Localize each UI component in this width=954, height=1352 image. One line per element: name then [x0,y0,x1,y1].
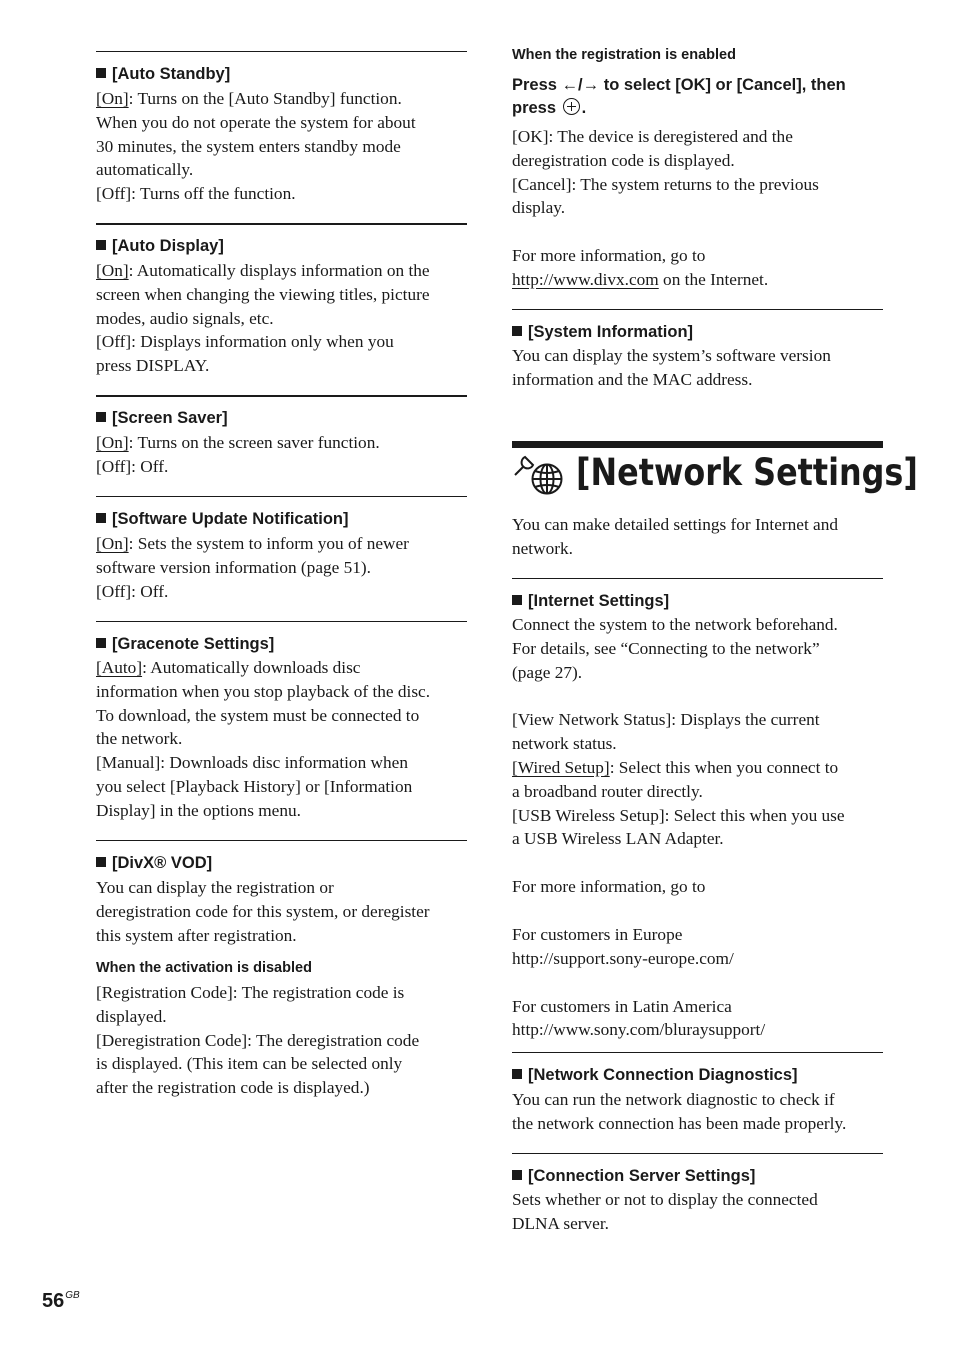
section-heading-auto-standby: [Auto Standby] [96,63,467,85]
square-bullet-icon [512,595,522,605]
section-divider [96,395,467,397]
section-heading-system-information: [System Information] [512,321,883,343]
section-heading-software-update: [Software Update Notification] [96,508,467,530]
section-divider [512,309,883,310]
default-option: [Wired Setup] [512,757,610,777]
europe-support-url[interactable]: http://support.sony-europe.com/ [512,948,734,968]
default-option: [On] [96,89,129,108]
registration-body: [OK]: The device is deregistered and the deregistration code is displayed. [Cancel]: The system returns to the previous display. For more information, go to http://www.divx.com on the Internet. [512,127,819,289]
section-divider [512,1052,883,1053]
chapter-intro: You can make detailed settings for Internet and network. [512,515,839,558]
section-divider [96,51,467,52]
auto-standby-body: [On]: Turns on the [Auto Standby] function. When you do not operate the system for about 30 minutes, the system enters standby mode automatically. [Off]: Turns off the function. [96,89,416,204]
registration-instruction: Press ←/→ to select [OK] or [Cancel], then press . [512,76,846,117]
software-update-body: [On]: Sets the system to inform you of newer software version information (page 51). [Off]: Off. [96,534,409,601]
section-heading-internet-settings: [Internet Settings] [512,590,883,612]
system-information-body: You can display the system’s software version information and the MAC address. [512,346,831,389]
chapter-bar [512,441,883,448]
latam-support-url[interactable]: http://www.sony.com/bluraysupport/ [512,1020,766,1040]
activation-body: [Registration Code]: The registration code is displayed. [Deregistration Code]: The deregistration code is displayed. (This item can be selected only after the registration code is displayed.) [96,983,420,1098]
section-heading-network-diagnostics: [Network Connection Diagnostics] [512,1064,883,1086]
network-diagnostics-body: You can run the network diagnostic to check if the network connection has been made properly. [512,1090,847,1133]
default-option: [On] [96,534,129,553]
section-heading-auto-display: [Auto Display] [96,235,467,257]
page-number: $56^{GB}$ [42,1290,80,1312]
network-settings-icon [512,452,568,496]
square-bullet-icon [512,326,522,336]
connection-server-body: Sets whether or not to display the connected DLNA server. [512,1190,818,1233]
section-heading-divx-vod: [DivX® VOD] [96,852,467,874]
default-option: [On] [96,261,129,280]
section-divider [96,223,467,225]
divx-link[interactable]: http://www.divx.com [512,269,659,289]
square-bullet-icon [96,68,106,78]
enter-button-icon [563,98,580,115]
gracenote-body: [Auto]: Automatically downloads disc information when you stop playback of the disc. To download, the system must be connected to the network. [Manual]: Downloads disc information when you select [Playback History] or [Information Display] in the options menu. [96,658,431,820]
square-bullet-icon [96,857,106,867]
default-option: [Auto] [96,658,143,677]
activation-subheading: When the activation is disabled [96,960,312,976]
square-bullet-icon [96,513,106,523]
section-divider [512,1153,883,1154]
square-bullet-icon [96,412,106,422]
section-divider [96,840,467,841]
square-bullet-icon [512,1170,522,1180]
square-bullet-icon [96,638,106,648]
section-divider [96,496,467,497]
registration-subheading: When the registration is enabled [512,47,736,63]
auto-display-body: [On]: Automatically displays information on the screen when changing the viewing titles, picture modes, audio signals, etc. [Off]: Displays information only when you press DISPLAY. [96,261,430,376]
default-option: [On] [96,433,129,452]
screen-saver-body: [On]: Turns on the screen saver function. [Off]: Off. [96,433,380,476]
chapter-title: [Network Settings] [576,451,918,494]
section-divider [96,621,467,622]
section-divider [512,578,883,579]
section-heading-connection-server: [Connection Server Settings] [512,1165,883,1187]
section-heading-screen-saver: [Screen Saver] [96,407,467,429]
divx-body: You can display the registration or deregistration code for this system, or deregister this system after registration. [96,878,430,945]
internet-settings-body: Connect the system to the network beforehand. For details, see “Connecting to the network” (page 27). [View Network Status]: Displays the current network status. [Wired Setup]: Select this when you connect to a broadband router directly. [USB Wireless Setup]: Select this when you use a USB Wireless LAN Adapter. For more information, go to For customers in Europe http://support.sony-europe.com/ For customers in Latin America http://www.sony.com/bluraysupport/ [512,613,883,1042]
section-heading-gracenote: [Gracenote Settings] [96,633,467,655]
square-bullet-icon [96,240,106,250]
square-bullet-icon [512,1069,522,1079]
